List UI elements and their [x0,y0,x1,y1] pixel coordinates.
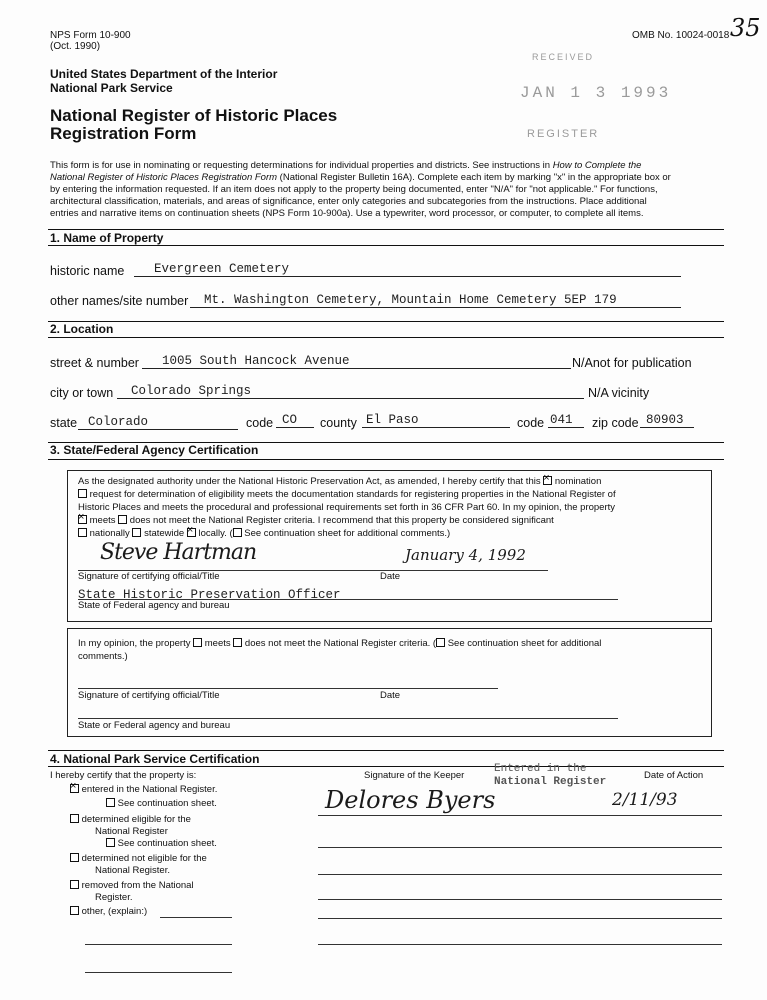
section-4-bottom-rule [48,766,724,767]
other-line-2[interactable] [85,944,232,945]
opinion-continuation-checkbox[interactable] [436,638,445,647]
section-4-top-rule [48,750,724,751]
section-2-top-rule [48,321,724,322]
not-for-publication[interactable]: N/Anot for publication [572,356,692,370]
opinion-not-meets-checkbox[interactable] [233,638,242,647]
option-other: other, (explain:) [70,906,147,917]
section-2-bottom-rule [48,337,724,338]
signature2-line [78,688,498,689]
state-label: state [50,416,78,430]
other-line-3[interactable] [85,972,232,973]
option-entered: × entered in the National Register. [70,784,217,795]
eligible-checkbox[interactable] [70,814,79,823]
county-code-label: code [517,416,545,430]
keeper-line-4 [318,899,722,900]
zip-label: zip code [592,416,639,430]
certifying-signature: Steve Hartman [100,540,257,565]
city-label: city or town [50,386,114,400]
section-4-heading: 4. National Park Service Certification [50,752,260,766]
entered-checkbox[interactable] [70,784,79,793]
entered-stamp-line-2: National Register [494,776,607,788]
removed-checkbox[interactable] [70,880,79,889]
section-1-bottom-rule [48,245,724,246]
opinion-line-2: comments.) [78,651,128,662]
option-not-eligible: determined not eligible for the [70,853,207,864]
keeper-line-5 [318,918,722,919]
nationally-checkbox[interactable] [78,528,87,537]
option-eligible-continuation: See continuation sheet. [106,838,217,849]
certify-label: I hereby certify that the property is: [50,770,197,781]
handwritten-page-number: 35 [730,14,761,42]
form-date: (Oct. 1990) [50,41,101,52]
county-label: county [320,416,357,430]
agency2-line [78,718,618,719]
section-3-bottom-rule [48,459,724,460]
date2-label: Date [380,690,401,701]
form-number: NPS Form 10-900 [50,30,131,41]
section-3-heading: 3. State/Federal Agency Certification [50,443,259,457]
state-code-field[interactable]: CO [276,413,314,428]
keeper-line-6 [318,944,722,945]
received-stamp-top: RECEIVED [532,52,595,62]
intro-line-4: architectural classification, materials, and areas of significance, enter only categories and subcategories from the instructions. Place additional [50,196,647,207]
city-field[interactable]: Colorado Springs [117,384,584,399]
option-removed-2: Register. [95,892,133,903]
statewide-checkbox[interactable] [132,528,141,537]
entered-stamp-line-1: Entered in the [494,763,587,775]
street-field[interactable]: 1005 South Hancock Avenue [142,354,571,369]
option-not-eligible-2: National Register. [95,865,170,876]
eligible-continuation-checkbox[interactable] [106,838,115,847]
cert-line-4: × meets does not meet the National Register criteria. I recommend that this property be considered significant [78,515,554,526]
page-title: National Register of Historic Places [50,106,338,125]
state-code-label: code [246,416,274,430]
opinion-meets-checkbox[interactable] [193,638,202,647]
omb-number: OMB No. 10024-0018 [632,30,730,41]
section-2-heading: 2. Location [50,322,114,336]
historic-name-label: historic name [50,264,125,278]
date-of-action-label: Date of Action [644,770,704,781]
cert-line-1: As the designated authority under the National Historic Preservation Act, as amended, I hereby certify that this × nomination [78,476,601,487]
not-eligible-checkbox[interactable] [70,853,79,862]
intro-line-1: This form is for use in nominating or requesting determinations for individual properties and districts. See instructions in How to Complete the [50,160,642,171]
state-field[interactable]: Colorado [78,415,238,430]
received-stamp-register: REGISTER [527,128,600,140]
cert-line-2: request for determination of eligibility meets the documentation standards for registering properties in the National Register of [78,489,616,500]
cert-line-3: Historic Places and meets the procedural and professional requirements set forth in 36 CFR Part 60. In my opinion, the property [78,502,616,513]
cert-line-5: nationally statewide × locally. ( See continuation sheet for additional comments.) [78,528,450,539]
intro-line-2: National Register of Historic Places Registration Form (National Register Bulletin 16A). Complete each item by marking "x" in the appropriate box or [50,172,671,183]
locally-checkbox[interactable] [187,528,196,537]
zip-field[interactable]: 80903 [640,413,694,428]
date-label: Date [380,571,401,582]
signature-label: Signature of certifying official/Title [78,571,220,582]
option-removed: removed from the National [70,880,194,891]
action-date: 2/11/93 [612,790,678,810]
county-field[interactable]: El Paso [362,413,510,428]
historic-name-field[interactable]: Evergreen Cemetery [134,262,681,277]
request-determination-checkbox[interactable] [78,489,87,498]
opinion-line-1: In my opinion, the property meets does not meet the National Register criteria. ( See continuation sheet for additional [78,638,602,649]
other-checkbox[interactable] [70,906,79,915]
other-names-label: other names/site number [50,294,189,308]
keeper-signature: Delores Byers [325,786,496,814]
county-code-field[interactable]: 041 [548,413,584,428]
section-1-heading: 1. Name of Property [50,231,164,245]
intro-line-5: entries and narrative items on continuation sheets (NPS Form 10-900a). Use a typewriter, word processor, or computer, to complete all items. [50,208,644,219]
keeper-line-3 [318,874,722,875]
department-name: United States Department of the Interior [50,67,278,81]
received-stamp-date: JAN 1 3 1993 [520,84,672,102]
street-label: street & number [50,356,139,370]
nomination-checkbox[interactable] [543,476,552,485]
option-eligible: determined eligible for the [70,814,191,825]
keeper-line-2 [318,847,722,848]
agency-label: State of Federal agency and bureau [78,600,230,611]
page-subtitle: Registration Form [50,124,197,143]
vicinity[interactable]: N/A vicinity [588,386,650,400]
keeper-line-1 [318,815,722,816]
other-explain-line[interactable] [160,917,232,918]
keeper-label: Signature of the Keeper [364,770,465,781]
section-1-top-rule [48,229,724,230]
option-eligible-2: National Register [95,826,168,837]
agency-name: National Park Service [50,81,173,95]
entered-continuation-checkbox[interactable] [106,798,115,807]
intro-line-3: by entering the information requested. If an item does not apply to the property being documented, enter "N/A" for "not applicable." For functions, [50,184,658,195]
certifying-date: January 4, 1992 [405,546,526,564]
does-not-meet-checkbox[interactable] [118,515,127,524]
agency2-label: State or Federal agency and bureau [78,720,231,731]
agency-value[interactable]: State Historic Preservation Officer [78,588,341,602]
option-entered-continuation: See continuation sheet. [106,798,217,809]
signature2-label: Signature of certifying official/Title [78,690,220,701]
other-names-field[interactable]: Mt. Washington Cemetery, Mountain Home Cemetery 5EP 179 [190,293,681,308]
continuation-sheet-checkbox[interactable] [233,528,242,537]
meets-checkbox[interactable] [78,515,87,524]
